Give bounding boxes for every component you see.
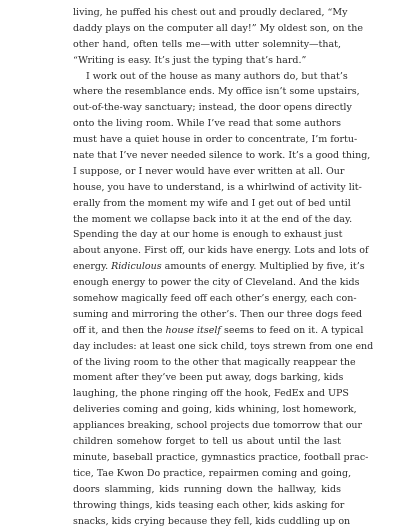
text-run: Spending the day at our home is enough to exhaust just <box>73 229 342 240</box>
text-run: house, you have to understand, is a whirlwind of activity lit- <box>73 182 362 193</box>
text-run: living, he puffed his chest out and proudly declared, “My <box>73 7 347 18</box>
text-run: daddy plays on the computer all day!” My oldest son, on the <box>73 23 363 34</box>
text-line <box>73 402 341 418</box>
text-run: suming and mirroring the other’s. Then our three dogs feed <box>73 309 362 320</box>
italic-text-run: house itself <box>166 325 221 336</box>
text-line <box>73 307 341 323</box>
text-run: seems to feed on it. A typical <box>221 325 363 336</box>
text-run: amounts of energy. Multiplied by five, it’s <box>162 261 365 272</box>
text-line <box>73 418 341 434</box>
text-run: laughing, the phone ringing off the hook, FedEx and UPS <box>73 388 349 399</box>
text-line <box>73 355 341 371</box>
text-line <box>73 212 341 228</box>
text-run: “Writing is easy. It’s just the typing that’s hard.” <box>73 55 306 66</box>
text-run: enough energy to power the city of Cleveland. And the kids <box>73 277 360 288</box>
text-line <box>73 196 341 212</box>
text-run: minute, baseball practice, gymnastics practice, football prac- <box>73 452 368 463</box>
text-line <box>73 69 341 85</box>
text-line <box>73 227 341 243</box>
text-run: I work out of the house as many authors do, but that’s <box>86 71 348 82</box>
text-run: other hand, often tells me—with utter solemnity—that, <box>73 39 341 50</box>
text-line <box>73 514 341 529</box>
text-line <box>73 84 341 100</box>
text-run: onto the living room. While I’ve read that some authors <box>73 118 341 129</box>
text-run: appliances breaking, school projects due tomorrow that our <box>73 420 362 431</box>
text-run: snacks, kids crying because they fell, kids cuddling up on <box>73 516 350 527</box>
text-run: about anyone. First off, our kids have energy. Lots and lots of <box>73 245 369 256</box>
text-run: deliveries coming and going, kids whining, lost homework, <box>73 404 357 415</box>
text-line <box>73 259 341 275</box>
text-run: erally from the moment my wife and I get out of bed until <box>73 198 351 209</box>
text-line <box>73 180 341 196</box>
text-run: throwing things, kids teasing each other, kids asking for <box>73 500 344 511</box>
text-run: tice, Tae Kwon Do practice, repairmen coming and going, <box>73 468 351 479</box>
text-run: the moment we collapse back into it at the end of the day. <box>73 214 352 225</box>
italic-text-run: Ridiculous <box>111 261 162 272</box>
text-line <box>73 498 341 514</box>
text-run: nate that I’ve never needed silence to work. It’s a good thing, <box>73 150 370 161</box>
text-run: energy. <box>73 261 111 272</box>
text-line <box>73 148 341 164</box>
text-line <box>73 53 341 69</box>
text-run: out-of-the-way sanctuary; instead, the door opens directly <box>73 102 352 113</box>
text-line <box>73 5 341 21</box>
text-run: of the living room to the other that magically reappear the <box>73 357 356 368</box>
text-line <box>73 37 341 53</box>
text-line <box>73 323 341 339</box>
text-run: must have a quiet house in order to concentrate, I’m fortu- <box>73 134 357 145</box>
text-line <box>73 116 341 132</box>
text-run: doors slamming, kids running down the hallway, kids <box>73 484 341 495</box>
text-line <box>73 21 341 37</box>
text-line <box>73 132 341 148</box>
text-run: where the resemblance ends. My office isn’t some upstairs, <box>73 86 360 97</box>
text-line <box>73 243 341 259</box>
text-run: I suppose, or I never would have ever written at all. Our <box>73 166 344 177</box>
text-line <box>73 466 341 482</box>
text-run: off it, and then the <box>73 325 166 336</box>
text-run: day includes: at least one sick child, toys strewn from one end <box>73 341 373 352</box>
body-text <box>73 5 341 529</box>
text-line <box>73 275 341 291</box>
text-line <box>73 100 341 116</box>
text-line <box>73 291 341 307</box>
text-run: somehow magically feed off each other’s energy, each con- <box>73 293 357 304</box>
text-line <box>73 434 341 450</box>
text-run: children somehow forget to tell us about until the last <box>73 436 341 447</box>
text-line <box>73 370 341 386</box>
text-line <box>73 164 341 180</box>
text-run: moment after they’ve been put away, dogs barking, kids <box>73 372 343 383</box>
text-line <box>73 482 341 498</box>
text-line <box>73 450 341 466</box>
text-line <box>73 339 341 355</box>
